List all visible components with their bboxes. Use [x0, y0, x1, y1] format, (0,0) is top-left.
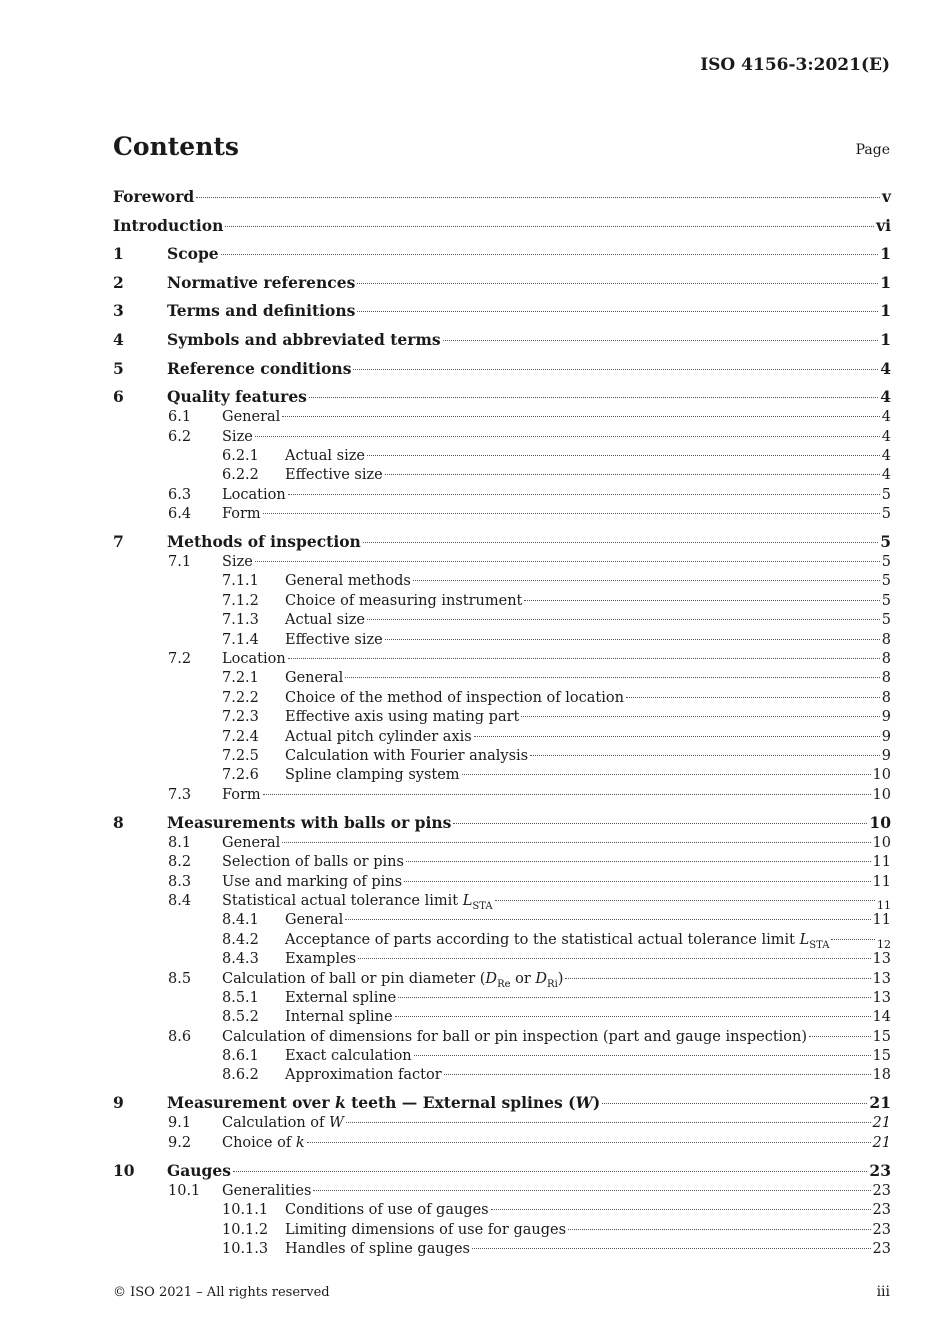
toc-entry-page: 13 — [872, 989, 891, 1006]
toc-entry-page: 1 — [880, 329, 891, 349]
toc-entry-page: 4 — [880, 358, 891, 378]
toc-entry[interactable] — [113, 351, 891, 380]
toc-entry-page: 8 — [881, 689, 891, 706]
toc-entry[interactable] — [113, 572, 891, 591]
toc-entry[interactable] — [113, 1066, 891, 1085]
toc-entry-title: General — [222, 834, 281, 851]
toc-entry[interactable] — [113, 428, 891, 447]
toc-entry-title: Conditions of use of gauges — [285, 1202, 489, 1219]
toc-entry[interactable] — [113, 1134, 891, 1153]
toc-entry-page: 4 — [880, 387, 891, 407]
toc-entry-page: 15 — [872, 1028, 891, 1045]
toc-entry-page: 15 — [872, 1048, 891, 1065]
toc-entry-title: Handles of spline gauges — [285, 1240, 470, 1257]
toc-leader-dots — [221, 254, 879, 255]
toc-leader-dots — [233, 1171, 867, 1172]
toc-entry-title: Approximation factor — [285, 1067, 442, 1084]
toc-entry-title: Size — [222, 428, 253, 445]
toc-entry[interactable] — [113, 650, 891, 669]
toc-entry[interactable] — [113, 708, 891, 727]
toc-entry-title: Generalities — [222, 1182, 312, 1199]
toc-entry-number: 3 — [113, 301, 124, 321]
toc-entry-title: Scope — [167, 244, 219, 264]
toc-entry-page: 21 — [869, 1093, 891, 1113]
toc-entry-page: v — [881, 187, 891, 206]
toc-entry-number: 8 — [113, 812, 124, 832]
toc-entry-title: Actual pitch cylinder axis — [285, 728, 472, 745]
toc-entry[interactable] — [113, 1047, 891, 1066]
toc-leader-dots — [568, 1229, 871, 1230]
toc-entry-title: Actual size — [285, 447, 365, 464]
toc-entry-title: General — [222, 409, 281, 426]
toc-entry-title: Reference conditions — [167, 358, 352, 378]
toc-entry[interactable] — [113, 766, 891, 785]
toc-leader-dots — [521, 716, 879, 717]
toc-entry-number: 6.2.1 — [222, 447, 259, 464]
standard-number: ISO 4156-3:2021(E) — [700, 55, 890, 75]
toc-entry[interactable] — [113, 911, 891, 930]
toc-entry-number: 9 — [113, 1093, 124, 1113]
toc-entry-page: 11 — [872, 912, 891, 929]
toc-leader-dots — [313, 1190, 870, 1191]
toc-entry-page: 5 — [881, 486, 891, 503]
toc-entry-title: Choice of measuring instrument — [285, 592, 523, 609]
toc-entry-page: vi — [876, 215, 891, 235]
toc-entry-title: Actual size — [285, 612, 365, 629]
toc-entry-title: Calculation of ball or pin diameter ($D_{Re}$ or $D_{Ri}$) — [222, 970, 564, 990]
toc-leader-dots — [385, 474, 880, 475]
toc-entry[interactable] — [113, 1182, 891, 1201]
toc-entry-title: Size — [222, 554, 253, 571]
toc-leader-dots — [462, 774, 871, 775]
toc-entry-page: 8 — [881, 631, 891, 648]
toc-leader-dots — [282, 842, 870, 843]
toc-entry-number: 7.1.1 — [222, 573, 259, 590]
toc-entry-page: 21 — [872, 1115, 891, 1132]
toc-entry[interactable] — [113, 505, 891, 524]
toc-leader-dots — [263, 794, 871, 795]
toc-leader-dots — [255, 436, 880, 437]
toc-entry-number: 8.4.2 — [222, 931, 259, 948]
toc-leader-dots — [530, 755, 880, 756]
toc-leader-dots — [357, 283, 878, 284]
toc-leader-dots — [345, 919, 870, 920]
toc-leader-dots — [398, 997, 870, 998]
toc-entry[interactable] — [113, 447, 891, 466]
toc-entry-number: 6.2.2 — [222, 467, 259, 484]
toc-entry-title: Examples — [285, 951, 357, 968]
toc-entry-number: 6.3 — [168, 486, 192, 503]
toc-entry-title: Terms and definitions — [167, 301, 356, 321]
toc-entry[interactable] — [113, 1240, 891, 1259]
toc-entry[interactable] — [113, 970, 891, 989]
toc-entry-number: 9.2 — [168, 1134, 192, 1151]
toc-leader-dots — [367, 455, 880, 456]
toc-entry-title: Effective size — [285, 631, 383, 648]
toc-entry[interactable] — [113, 322, 891, 351]
toc-entry-page: 4 — [881, 428, 891, 445]
toc-leader-dots — [288, 494, 880, 495]
toc-leader-dots — [565, 978, 870, 979]
toc-entry-title: Statistical actual tolerance limit $L_{STA}$ — [222, 892, 493, 912]
toc-entry-number: 7.2.5 — [222, 748, 259, 764]
toc-entry-number: 6 — [113, 387, 124, 407]
toc-entry[interactable] — [113, 265, 891, 294]
toc-entry-number: 5 — [113, 358, 124, 378]
toc-entry-number: 8.5.2 — [222, 1009, 259, 1026]
toc-entry[interactable] — [113, 950, 891, 969]
toc-entry[interactable] — [113, 380, 891, 409]
toc-entry[interactable] — [113, 853, 891, 872]
toc-entry-page: 10 — [872, 767, 891, 784]
toc-entry-page: 23 — [872, 1240, 891, 1257]
toc-entry-page: 4 — [881, 409, 891, 426]
toc-leader-dots — [524, 600, 879, 601]
toc-entry-title: Gauges — [167, 1160, 231, 1180]
toc-entry-page: 5 — [880, 532, 891, 552]
page-number: iii — [876, 1284, 890, 1300]
toc-leader-dots — [307, 1142, 871, 1143]
toc-entry-page: 23 — [872, 1202, 891, 1219]
toc-entry-title: Internal spline — [285, 1009, 393, 1026]
toc-entry-title: Choice of the method of inspection of location — [285, 689, 624, 706]
toc-entry-page: 23 — [872, 1182, 891, 1199]
toc-entry-title: External spline — [285, 989, 397, 1006]
toc-entry-title: Location — [222, 486, 286, 503]
toc-entry[interactable] — [113, 747, 891, 766]
toc-entry-page: 4 — [881, 467, 891, 484]
toc-leader-dots — [495, 900, 875, 901]
toc-entry-number: 7 — [113, 532, 124, 552]
toc-entry-page: 23 — [872, 1221, 891, 1238]
toc-leader-dots — [196, 197, 880, 198]
toc-entry-number: 7.2.6 — [222, 767, 259, 784]
toc-entry-number: 8.6 — [168, 1028, 192, 1045]
toc-entry[interactable] — [113, 1114, 891, 1133]
toc-entry-title: Choice of k — [222, 1134, 305, 1151]
toc-entry-page: 5 — [881, 573, 891, 590]
toc-entry-page: 18 — [872, 1067, 891, 1084]
toc-entry-title: Exact calculation — [285, 1048, 412, 1065]
toc-entry-page: 5 — [881, 554, 891, 571]
toc-entry[interactable] — [113, 834, 891, 853]
toc-entry-page: 21 — [872, 1134, 891, 1151]
toc-entry-number: 10.1 — [168, 1182, 201, 1199]
toc-leader-dots — [345, 677, 879, 678]
toc-entry-title: Introduction — [113, 215, 224, 235]
toc-entry-title: Quality features — [167, 387, 307, 407]
toc-entry-number: 8.1 — [168, 834, 192, 851]
toc-entry[interactable] — [113, 1028, 891, 1047]
toc-leader-dots — [831, 939, 875, 940]
toc-entry-number: 8.6.2 — [222, 1067, 259, 1084]
toc-entry[interactable] — [113, 611, 891, 630]
toc-entry-number: 7.2.3 — [222, 709, 259, 726]
toc-entry[interactable] — [113, 1221, 891, 1240]
toc-entry-page: 8 — [881, 670, 891, 687]
toc-entry-number: 7.2.4 — [222, 728, 259, 745]
toc-leader-dots — [346, 1122, 871, 1123]
toc-entry-page: 10 — [872, 834, 891, 851]
toc-entry-page: 11 — [872, 873, 891, 890]
toc-entry-page: 10 — [869, 812, 891, 832]
toc-entry[interactable] — [113, 525, 891, 554]
toc-leader-dots — [358, 958, 870, 959]
toc-entry-page: 10 — [872, 786, 891, 803]
toc-entry[interactable] — [113, 728, 891, 747]
toc-leader-dots — [225, 226, 874, 227]
toc-entry[interactable] — [113, 689, 891, 708]
toc-leader-dots — [413, 580, 880, 581]
toc-leader-dots — [472, 1248, 871, 1249]
toc-entry[interactable] — [113, 1153, 891, 1182]
page-column-label: Page — [855, 142, 890, 158]
toc-entry-number: 7.1.3 — [222, 612, 259, 629]
toc-entry-page: 5 — [881, 506, 891, 523]
toc-entry-number: 10 — [113, 1160, 135, 1180]
toc-entry[interactable] — [113, 805, 891, 834]
toc-entry-title: Foreword — [113, 187, 195, 206]
toc-entry-page: 8 — [881, 651, 891, 668]
toc-leader-dots — [255, 561, 880, 562]
toc-entry-number: 8.4 — [168, 892, 192, 909]
toc-entry-page: 5 — [881, 612, 891, 629]
toc-leader-dots — [404, 881, 870, 882]
toc-entry-page: 9 — [881, 709, 891, 726]
toc-entry[interactable] — [113, 237, 891, 266]
toc-entry-page: 1 — [880, 272, 891, 292]
toc-entry-number: 8.4.3 — [222, 951, 259, 968]
toc-entry-number: 9.1 — [168, 1115, 192, 1132]
toc-entry[interactable] — [113, 408, 891, 427]
toc-entry-title: Effective size — [285, 467, 383, 484]
toc-entry-page: 14 — [872, 1009, 891, 1026]
toc-leader-dots — [414, 1055, 871, 1056]
toc-entry-page: 11 — [877, 898, 891, 912]
toc-entry-title: Calculation of W — [222, 1115, 344, 1132]
toc-leader-dots — [363, 542, 878, 543]
toc-entry[interactable] — [113, 669, 891, 688]
toc-entry-page: 9 — [881, 728, 891, 745]
toc-entry-title: Form — [222, 786, 261, 803]
toc-leader-dots — [444, 1074, 871, 1075]
toc-leader-dots — [443, 340, 879, 341]
toc-entry-number: 7.1.4 — [222, 631, 259, 648]
toc-entry[interactable] — [113, 553, 891, 572]
toc-entry-title: Normative references — [167, 272, 356, 292]
toc-entry[interactable] — [113, 873, 891, 892]
toc-entry-page: 11 — [872, 854, 891, 871]
toc-entry[interactable] — [113, 1086, 891, 1115]
toc-entry-title: General methods — [285, 573, 411, 590]
toc-leader-dots — [263, 513, 880, 514]
toc-entry-number: 6.2 — [168, 428, 192, 445]
toc-entry[interactable] — [113, 592, 891, 611]
toc-leader-dots — [474, 736, 880, 737]
toc-entry-page: 1 — [880, 301, 891, 321]
toc-entry-page: 13 — [872, 970, 891, 987]
toc-entry[interactable] — [113, 892, 891, 911]
toc-entry-title: Measurements with balls or pins — [167, 812, 452, 832]
toc-entry-number: 10.1.3 — [222, 1240, 269, 1257]
toc-leader-dots — [288, 658, 880, 659]
toc-leader-dots — [282, 416, 879, 417]
toc-entry-title: Limiting dimensions of use for gauges — [285, 1221, 567, 1238]
toc-entry-title: Use and marking of pins — [222, 873, 403, 890]
toc-entry[interactable] — [113, 989, 891, 1008]
toc-leader-dots — [353, 369, 878, 370]
toc-entry-title: Symbols and abbreviated terms — [167, 329, 441, 349]
toc-entry[interactable] — [113, 631, 891, 650]
toc-entry-page: 13 — [872, 951, 891, 968]
toc-leader-dots — [602, 1103, 867, 1104]
page-title: Contents — [113, 132, 240, 161]
toc-leader-dots — [809, 1036, 871, 1037]
table-of-contents — [113, 185, 891, 1259]
toc-entry-number: 8.6.1 — [222, 1048, 259, 1065]
toc-entry-title: General — [285, 912, 344, 929]
toc-entry-number: 10.1.2 — [222, 1221, 269, 1238]
toc-entry-number: 7.3 — [168, 786, 192, 803]
toc-entry-number: 8.2 — [168, 854, 192, 871]
toc-leader-dots — [406, 861, 871, 862]
toc-entry[interactable] — [113, 294, 891, 323]
toc-entry-number: 7.2 — [168, 651, 192, 668]
toc-leader-dots — [395, 1016, 871, 1017]
toc-entry-number: 2 — [113, 272, 124, 292]
toc-entry-number: 8.4.1 — [222, 912, 259, 929]
toc-entry-page: 1 — [880, 244, 891, 264]
toc-entry-number: 7.2.2 — [222, 689, 259, 706]
toc-leader-dots — [385, 639, 880, 640]
toc-entry-number: 8.3 — [168, 873, 192, 890]
toc-entry-number: 4 — [113, 329, 124, 349]
toc-entry-page: 9 — [881, 748, 891, 764]
toc-entry-title: Effective axis using mating part — [285, 709, 520, 726]
toc-entry-title: General — [285, 670, 344, 687]
toc-leader-dots — [453, 823, 867, 824]
toc-entry[interactable] — [113, 1008, 891, 1027]
toc-entry[interactable] — [113, 931, 891, 950]
toc-entry-title: Acceptance of parts according to the statistical actual tolerance limit $L_{STA}$ — [285, 931, 830, 951]
toc-entry[interactable] — [113, 786, 891, 805]
toc-entry-number: 7.1 — [168, 554, 192, 571]
toc-entry-title: Calculation with Fourier analysis — [285, 748, 529, 764]
toc-entry-number: 1 — [113, 244, 124, 264]
toc-entry-title: Calculation of dimensions for ball or pin inspection (part and gauge inspection) — [222, 1028, 808, 1045]
toc-entry-title: Form — [222, 506, 261, 523]
toc-leader-dots — [357, 311, 878, 312]
toc-entry-page: 5 — [881, 592, 891, 609]
toc-entry-number: 8.5.1 — [222, 989, 259, 1006]
toc-entry-title: Location — [222, 651, 286, 668]
toc-entry-title: Selection of balls or pins — [222, 854, 404, 871]
toc-entry-title: Spline clamping system — [285, 767, 460, 784]
toc-entry-title: Methods of inspection — [167, 532, 361, 552]
toc-entry-number: 8.5 — [168, 970, 192, 987]
toc-leader-dots — [626, 697, 880, 698]
toc-leader-dots — [491, 1209, 871, 1210]
toc-entry-page: 4 — [881, 447, 891, 464]
toc-entry-number: 6.1 — [168, 409, 192, 426]
toc-entry-number: 6.4 — [168, 506, 192, 523]
toc-entry[interactable] — [113, 486, 891, 505]
toc-entry[interactable] — [113, 208, 891, 237]
toc-entry[interactable] — [113, 1201, 891, 1220]
toc-entry-page: 23 — [869, 1160, 891, 1180]
toc-leader-dots — [309, 397, 878, 398]
toc-entry-number: 10.1.1 — [222, 1202, 269, 1219]
toc-entry-page: 12 — [877, 937, 891, 951]
toc-entry[interactable] — [113, 185, 891, 208]
toc-entry-title: Measurement over k teeth — External splines (W) — [167, 1093, 601, 1113]
toc-entry[interactable] — [113, 466, 891, 485]
copyright-notice: © ISO 2021 – All rights reserved — [113, 1285, 330, 1300]
toc-entry-number: 7.1.2 — [222, 592, 259, 609]
toc-entry-number: 7.2.1 — [222, 670, 259, 687]
toc-leader-dots — [367, 619, 880, 620]
